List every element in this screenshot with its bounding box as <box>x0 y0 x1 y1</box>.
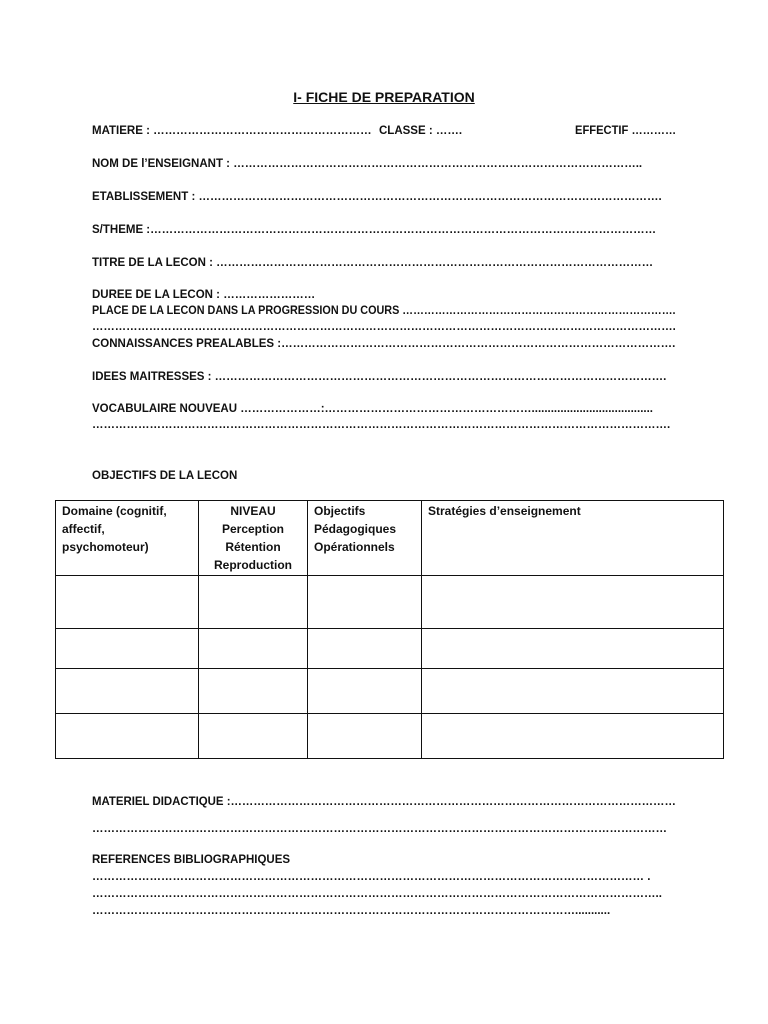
table-cell[interactable] <box>56 629 199 669</box>
header-line: Objectifs <box>314 504 366 518</box>
idees-maitresses-field: IDEES MAITRESSES : ………………………………………………………………………………………………………. <box>92 371 667 383</box>
table-cell[interactable] <box>199 669 308 714</box>
header-line: Perception <box>221 522 284 536</box>
header-line: Stratégies d’enseignement <box>428 504 581 518</box>
materiel-didactique-field: MATERIEL DIDACTIQUE :……………………………………………………………………………………………………… <box>92 796 676 808</box>
header-line: affectif, <box>62 522 105 536</box>
references-line: ………………………………………………………………………………………………………………………………….. <box>92 888 662 900</box>
place-lecon-continuation: ………………………………………………………………………………………………………………………………………. <box>92 321 676 333</box>
classe-field: CLASSE : ……. <box>379 125 463 137</box>
table-cell[interactable] <box>308 669 422 714</box>
table-cell[interactable] <box>308 629 422 669</box>
effectif-field: EFFECTIF ………… <box>575 125 677 137</box>
nom-enseignant-field: NOM DE l’ENSEIGNANT : …………………………………………………………………………………………….. <box>92 158 643 170</box>
table-cell[interactable] <box>422 576 724 629</box>
table-cell[interactable] <box>422 629 724 669</box>
header-line: Domaine (cognitif, <box>62 504 167 518</box>
etablissement-field: ETABLISSEMENT : …………………………………………………………………………………………………………. <box>92 191 662 203</box>
table-cell[interactable] <box>56 714 199 759</box>
duree-lecon-field: DUREE DE LA LECON : …………………… <box>92 289 316 301</box>
table-cell[interactable] <box>56 576 199 629</box>
references-line: ………………………………………………………………………………………………………………........... <box>92 905 611 917</box>
header-line: psychomoteur) <box>62 540 149 554</box>
header-line: Reproduction <box>214 558 292 572</box>
header-strategies <box>422 501 724 576</box>
header-objectifs <box>308 501 422 576</box>
objectifs-heading: OBJECTIFS DE LA LECON <box>92 470 238 482</box>
table-row <box>56 629 724 669</box>
header-line: Pédagogiques <box>314 522 397 536</box>
table-cell[interactable] <box>199 714 308 759</box>
table-cell[interactable] <box>308 714 422 759</box>
table-cell[interactable] <box>308 576 422 629</box>
table-cell[interactable] <box>199 629 308 669</box>
objectives-table <box>55 500 724 759</box>
vocabulaire-continuation: ……………………………………………………………………………………………………………………………………. <box>92 419 671 431</box>
header-line: NIVEAU <box>230 504 276 518</box>
table-row <box>56 576 724 629</box>
references-line: ……………………………………………………………………………………………………………………………… . <box>92 871 651 883</box>
place-lecon-field: PLACE DE LA LECON DANS LA PROGRESSION DU COURS …………………………………………………………………. <box>92 305 676 317</box>
table-row <box>56 714 724 759</box>
table-cell[interactable] <box>56 669 199 714</box>
header-line: Rétention <box>225 540 281 554</box>
table-cell[interactable] <box>199 576 308 629</box>
s-theme-field: S/THEME :…………………………………………………………………………………………………………………… <box>92 224 657 236</box>
page-title: I- FICHE DE PREPARATION <box>293 89 475 105</box>
matiere-field: MATIERE : ………………………………………………… <box>92 125 372 137</box>
materiel-continuation: …………………………………………………………………………………………………………………………………… <box>92 823 667 835</box>
table-cell[interactable] <box>422 669 724 714</box>
vocabulaire-nouveau-field: VOCABULAIRE NOUVEAU …………………:………………………………………………...................................... <box>92 403 653 415</box>
table-header-row <box>56 501 724 576</box>
references-heading: REFERENCES BIBLIOGRAPHIQUES <box>92 854 291 866</box>
header-line: Opérationnels <box>314 540 395 554</box>
table-row <box>56 669 724 714</box>
table-cell[interactable] <box>422 714 724 759</box>
header-domaine <box>56 501 199 576</box>
titre-lecon-field: TITRE DE LA LECON : …………………………………………………………………………………………………… <box>92 257 654 269</box>
connaissances-prealables-field: CONNAISSANCES PREALABLES :…………………………………………………………………………………………. <box>92 338 676 350</box>
header-niveau <box>199 501 308 576</box>
